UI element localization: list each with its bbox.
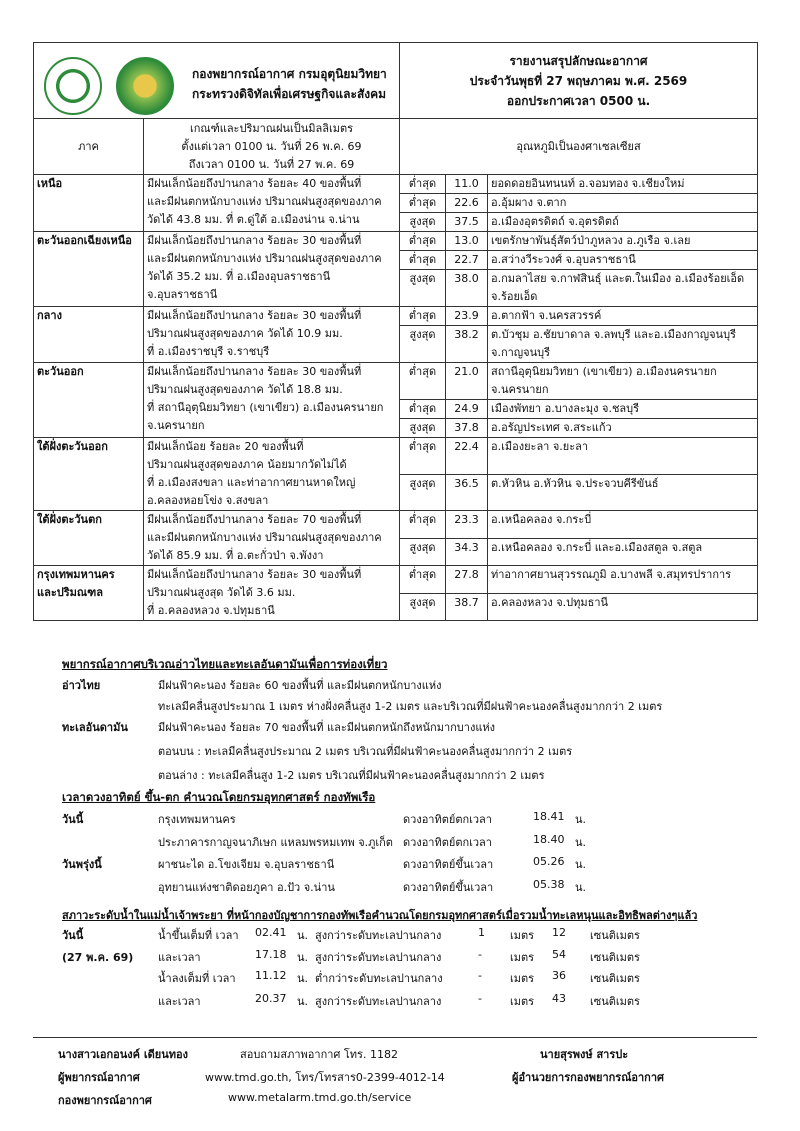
rain-line: ที่ สถานีอุตุนิยมวิทยา (เขาเขียว) อ.เมืองนครนายก [147, 401, 384, 414]
temp-label: ต่ำสุด [400, 363, 446, 400]
rain-line: ที่ อ.เมืองราชบุรี จ.ราชบุรี [147, 345, 270, 358]
tide-unit: น. [297, 995, 309, 1008]
andaman-label: ทะเลอันดามัน [62, 721, 128, 734]
tide-label: และเวลา [158, 995, 201, 1008]
region-row [34, 363, 758, 400]
temp-value: 36.5 [446, 474, 488, 511]
temp-label: ต่ำสุด [400, 511, 446, 539]
col-header-region: ภาค [34, 119, 144, 175]
rain-line: มีฝนเล็กน้อย ร้อยละ 20 ของพื้นที่ [147, 440, 304, 453]
tide-m: - [478, 969, 482, 982]
andaman-line-1: มีฝนฟ้าคะนอง ร้อยละ 70 ของพื้นที่ และมีฝนตกหนักถึงหนักมากบางแห่ง [158, 721, 496, 734]
region-name-cell [34, 566, 144, 621]
rain-line: มีฝนเล็กน้อยถึงปานกลาง ร้อยละ 30 ของพื้นที่ [147, 309, 362, 322]
tide-munit: เมตร [510, 972, 535, 985]
tide-unit: น. [297, 929, 309, 942]
sun-event: ดวงอาทิตย์ตกเวลา [403, 813, 492, 826]
tide-title: สภาวะระดับน้ำในแม่น้ำเจ้าพระยา ที่หน้ากองบัญชาการกองทัพเรือคำนวณโดยกรมอุทกศาสตร์เมื่อรวมน้ำทะเลหนุนและอิทธิพลต่างๆแล้ว [62, 909, 698, 922]
tide-cm: 12 [552, 926, 566, 939]
tide-unit: น. [297, 972, 309, 985]
service-link[interactable]: www.metalarm.tmd.go.th/service [228, 1091, 412, 1104]
tourism-title: พยากรณ์อากาศบริเวณอ่าวไทยและทะเลอันดามันเพื่อการท่องเที่ยว [62, 657, 388, 671]
sun-event: ดวงอาทิตย์ตกเวลา [403, 836, 492, 849]
rain-line: วัดได้ 35.2 มม. ที่ อ.เมืองอุบลราชธานี จ.อุบลราชธานี [147, 270, 331, 301]
tide-time: 02.41 [255, 926, 287, 939]
tide-day-label: วันนี้ [62, 929, 84, 942]
temp-value: 22.6 [446, 194, 488, 213]
sun-title: เวลาดวงอาทิตย์ ขึ้น-ตก คำนวณโดยกรมอุทกศาสตร์ กองทัพเรือ [62, 790, 376, 804]
sun-time: 05.38 [533, 878, 565, 891]
temp-place [488, 213, 758, 232]
temp-label: ต่ำสุด [400, 251, 446, 270]
sun-time: 05.26 [533, 855, 565, 868]
region-name-cell [34, 232, 144, 307]
rain-line: วัดได้ 85.9 มม. ที่ อ.ตะกั่วป่า จ.พังงา [147, 549, 324, 562]
temp-label: ต่ำสุด [400, 194, 446, 213]
region-row [34, 175, 758, 194]
region-rain-cell [144, 232, 400, 307]
rain-line: ที่ อ.เมืองสงขลา และท่าอากาศยานหาดใหญ่ [147, 476, 356, 489]
temp-place-line: อ.อุ้มผาง จ.ตาก [491, 196, 567, 209]
rain-line: และมีฝนตกหนักบางแห่ง ปริมาณฝนสูงสุดของภาค [147, 195, 382, 208]
sun-event: ดวงอาทิตย์ขึ้นเวลา [403, 858, 494, 871]
tide-munit: เมตร [510, 951, 535, 964]
region-name-cell [34, 438, 144, 511]
temp-place-line: เขตรักษาพันธุ์สัตว์ป่าภูหลวง อ.ภูเรือ จ.เลย [491, 234, 691, 247]
temp-label: ต่ำสุด [400, 232, 446, 251]
temp-place [488, 326, 758, 363]
temp-place [488, 511, 758, 539]
sun-unit: น. [575, 881, 587, 894]
tide-desc: สูงกว่าระดับทะเลปานกลาง [315, 929, 442, 942]
region-name: กรุงเทพมหานคร [37, 568, 115, 581]
org-header-cell [34, 43, 400, 119]
temp-value: 23.9 [446, 307, 488, 326]
rain-line: และมีฝนตกหนักบางแห่ง ปริมาณฝนสูงสุดของภาค [147, 252, 382, 265]
footer-divider [33, 1037, 757, 1038]
rain-line: จ.นครนายก [147, 419, 205, 432]
temp-place [488, 566, 758, 594]
left-signer-org: กองพยากรณ์อากาศ [58, 1094, 152, 1107]
temp-place [488, 400, 758, 419]
temp-value: 22.4 [446, 438, 488, 475]
region-name: กลาง [37, 309, 62, 322]
right-signer-role: ผู้อำนวยการกองพยากรณ์อากาศ [512, 1071, 665, 1084]
region-name-cell [34, 363, 144, 438]
region-name-2: และปริมณฑล [37, 586, 103, 599]
tide-time: 17.18 [255, 948, 287, 961]
temp-label: สูงสุด [400, 419, 446, 438]
temp-value: 13.0 [446, 232, 488, 251]
region-row [34, 307, 758, 326]
temp-label: ต่ำสุด [400, 307, 446, 326]
region-rain-cell [144, 511, 400, 566]
rain-line: มีฝนเล็กน้อยถึงปานกลาง ร้อยละ 30 ของพื้นที่ [147, 234, 362, 247]
temp-label: สูงสุด [400, 593, 446, 621]
sun-place: กรุงเทพมหานคร [158, 813, 236, 826]
region-name: ตะวันออก [37, 365, 84, 378]
temp-value: 37.5 [446, 213, 488, 232]
rain-line: มีฝนเล็กน้อยถึงปานกลาง ร้อยละ 30 ของพื้นที่ [147, 568, 362, 581]
temp-value: 38.7 [446, 593, 488, 621]
region-name: เหนือ [37, 177, 63, 190]
rain-line: วัดได้ 43.8 มม. ที่ ต.ดู่ใต้ อ.เมืองน่าน จ.น่าน [147, 213, 360, 226]
temp-place-line: ท่าอากาศยานสุวรรณภูมิ อ.บางพลี จ.สมุทรปราการ [491, 568, 732, 581]
temp-place [488, 175, 758, 194]
sun-unit: น. [575, 858, 587, 871]
rain-line: ที่ อ.คลองหลวง จ.ปทุมธานี [147, 604, 275, 617]
tide-cmunit: เซนติเมตร [590, 995, 640, 1008]
region-rain-cell [144, 307, 400, 363]
sun-unit: น. [575, 836, 587, 849]
temp-place [488, 593, 758, 621]
temp-place-line: อ.เมืองอุตรดิตถ์ จ.อุตรดิตถ์ [491, 215, 619, 228]
org-line-1: กองพยากรณ์อากาศ กรมอุตุนิยมวิทยา [192, 67, 387, 81]
temp-place [488, 474, 758, 511]
temp-place-line: ต.หัวหิน อ.หัวหิน จ.ประจวบคีรีขันธ์ [491, 476, 659, 490]
ministry-logo [116, 57, 174, 115]
org-line-2: กระทรวงดิจิทัลเพื่อเศรษฐกิจและสังคม [192, 87, 387, 101]
rain-header-to: ถึงเวลา 0100 น. วันที่ 27 พ.ค. 69 [188, 157, 355, 171]
gulf-line-1: มีฝนฟ้าคะนอง ร้อยละ 60 ของพื้นที่ และมีฝนตกหนักบางแห่ง [158, 679, 442, 692]
rain-header-from: ตั้งแต่เวลา 0100 น. วันที่ 26 พ.ค. 69 [181, 139, 362, 153]
temp-place-line-2: จ.ร้อยเอ็ด [491, 290, 538, 303]
temp-label: ต่ำสุด [400, 400, 446, 419]
tide-time: 11.12 [255, 969, 287, 982]
tide-cmunit: เซนติเมตร [590, 972, 640, 985]
temp-place-line: อ.เหนือคลอง จ.กระบี่ [491, 513, 592, 526]
gulf-label: อ่าวไทย [62, 679, 101, 692]
temp-place-line: อ.ตากฟ้า จ.นครสวรรค์ [491, 309, 602, 322]
temp-value: 37.8 [446, 419, 488, 438]
rain-line: อ.คลองหอยโข่ง จ.สงขลา [147, 494, 269, 507]
tide-day-date: (27 พ.ค. 69) [62, 951, 134, 964]
temp-value: 23.3 [446, 511, 488, 539]
col-header-temp: อุณหภูมิเป็นองศาเซลเซียส [400, 119, 758, 175]
temp-value: 38.0 [446, 270, 488, 307]
temp-label: ต่ำสุด [400, 175, 446, 194]
tide-desc: สูงกว่าระดับทะเลปานกลาง [315, 995, 442, 1008]
report-title: รายงานสรุปลักษณะอากาศ [509, 53, 648, 68]
temp-place [488, 438, 758, 475]
tide-cmunit: เซนติเมตร [590, 951, 640, 964]
temp-value: 11.0 [446, 175, 488, 194]
report-header-cell [400, 43, 758, 119]
region-row [34, 438, 758, 475]
rain-line: มีฝนเล็กน้อยถึงปานกลาง ร้อยละ 40 ของพื้นที่ [147, 177, 362, 190]
tide-label: น้ำขึ้นเต็มที่ เวลา [158, 929, 239, 942]
region-row [34, 566, 758, 594]
region-name-cell [34, 175, 144, 232]
temp-place-line: ต.บัวชุม อ.ชัยบาดาล จ.ลพบุรี และอ.เมืองกาญจนบุรี [491, 328, 736, 341]
temp-label: สูงสุด [400, 474, 446, 511]
col-header-rain [144, 119, 400, 175]
left-signer-name: นางสาวเอกอนงค์ เดียนทอง [58, 1048, 188, 1061]
temp-place-line: อ.กมลาไสย จ.กาฬสินธุ์ และต.ในเมือง อ.เมืองร้อยเอ็ด [491, 272, 745, 285]
region-rows [34, 175, 758, 621]
tmd-logo [44, 57, 102, 115]
tide-desc: สูงกว่าระดับทะเลปานกลาง [315, 951, 442, 964]
region-rain-cell [144, 363, 400, 438]
region-name: ใต้ฝั่งตะวันตก [37, 513, 102, 526]
temp-place [488, 307, 758, 326]
tide-time: 20.37 [255, 992, 287, 1005]
region-rain-cell [144, 566, 400, 621]
temp-label: ต่ำสุด [400, 438, 446, 475]
tide-cmunit: เซนติเมตร [590, 929, 640, 942]
temp-place-line: อ.สว่างวีระวงศ์ จ.อุบลราชธานี [491, 253, 636, 266]
temp-place-line: สถานีอุตุนิยมวิทยา (เขาเขียว) อ.เมืองนครนายก จ.นครนายก [491, 365, 717, 396]
rain-line: ปริมาณฝนสูงสุดของภาค น้อยมากวัดไม่ได้ [147, 458, 347, 471]
temp-place-line: อ.เมืองยะลา จ.ยะลา [491, 440, 589, 453]
region-rain-cell [144, 438, 400, 511]
rain-line: ปริมาณฝนสูงสุด วัดได้ 3.6 มม. [147, 586, 296, 599]
region-name-cell [34, 307, 144, 363]
left-signer-role: ผู้พยากรณ์อากาศ [58, 1071, 140, 1084]
region-name-cell [34, 511, 144, 566]
rain-line: ปริมาณฝนสูงสุดของภาค วัดได้ 18.8 มม. [147, 383, 343, 396]
temp-value: 34.3 [446, 538, 488, 566]
temp-place [488, 270, 758, 307]
region-name: ตะวันออกเฉียงเหนือ [37, 234, 132, 247]
temp-value: 27.8 [446, 566, 488, 594]
sun-tomorrow-label: วันพรุ่งนี้ [62, 858, 102, 871]
temp-value: 24.9 [446, 400, 488, 419]
temp-label: สูงสุด [400, 270, 446, 307]
sun-time: 18.41 [533, 810, 565, 823]
temp-place-line: อ.คลองหลวง จ.ปทุมธานี [491, 595, 609, 609]
temp-place-line-2: จ.กาญจนบุรี [491, 346, 551, 359]
temp-value: 22.7 [446, 251, 488, 270]
sun-place: อุทยานแห่งชาติดอยภูคา อ.ปัว จ.น่าน [158, 881, 335, 894]
rain-line: และมีฝนตกหนักบางแห่ง ปริมาณฝนสูงสุดของภาค [147, 531, 382, 544]
temp-place [488, 419, 758, 438]
temp-value: 38.2 [446, 326, 488, 363]
website-link[interactable]: www.tmd.go.th, โทร/โทรสาร0-2399-4012-14 [205, 1071, 445, 1084]
tide-munit: เมตร [510, 929, 535, 942]
region-rain-cell [144, 175, 400, 232]
temp-value: 21.0 [446, 363, 488, 400]
right-signer-name: นายสุรพงษ์ สารปะ [540, 1048, 629, 1061]
sun-unit: น. [575, 813, 587, 826]
temp-place [488, 251, 758, 270]
sun-time: 18.40 [533, 833, 565, 846]
temp-place-line: อ.อรัญประเทศ จ.สระแก้ว [491, 421, 612, 434]
weather-summary-table [33, 42, 758, 621]
region-name: ใต้ฝั่งตะวันออก [37, 440, 108, 453]
temp-place-line: อ.เหนือคลอง จ.กระบี่ และอ.เมืองสตูล จ.สตูล [491, 540, 703, 554]
andaman-line-3: ตอนล่าง : ทะเลมีคลื่นสูง 1-2 เมตร บริเวณที่มีฝนฟ้าคะนองคลื่นสูงมากกว่า 2 เมตร [158, 769, 545, 782]
tide-cm: 54 [552, 948, 566, 961]
tide-desc: ต่ำกว่าระดับทะเลปานกลาง [315, 972, 443, 985]
sun-today-label: วันนี้ [62, 813, 84, 826]
temp-label: ต่ำสุด [400, 566, 446, 594]
tide-munit: เมตร [510, 995, 535, 1008]
tide-m: 1 [478, 926, 485, 939]
temp-place [488, 538, 758, 566]
andaman-line-2: ตอนบน : ทะเลมีคลื่นสูงประมาณ 2 เมตร บริเวณที่มีฝนฟ้าคะนองคลื่นสูงมากกว่า 2 เมตร [158, 745, 573, 758]
region-row [34, 232, 758, 251]
rain-line: มีฝนเล็กน้อยถึงปานกลาง ร้อยละ 70 ของพื้นที่ [147, 513, 362, 526]
temp-label: สูงสุด [400, 538, 446, 566]
temp-place [488, 232, 758, 251]
temp-place-line: ยอดดอยอินทนนท์ อ.จอมทอง จ.เชียงใหม่ [491, 177, 685, 190]
report-date: ประจำวันพุธที่ 27 พฤษภาคม พ.ศ. 2569 [469, 73, 688, 88]
region-row [34, 511, 758, 539]
rain-line: มีฝนเล็กน้อยถึงปานกลาง ร้อยละ 30 ของพื้นที่ [147, 365, 362, 378]
sun-place: ประภาคารกาญจนาภิเษก แหลมพรหมเทพ จ.ภูเก็ต [158, 836, 393, 849]
rain-line: ปริมาณฝนสูงสุดของภาค วัดได้ 10.9 มม. [147, 327, 343, 340]
temp-label: สูงสุด [400, 213, 446, 232]
tide-cm: 43 [552, 992, 566, 1005]
hotline-text: สอบถามสภาพอากาศ โทร. 1182 [240, 1048, 398, 1061]
tide-m: - [478, 948, 482, 961]
tide-label: และเวลา [158, 951, 201, 964]
sun-event: ดวงอาทิตย์ขึ้นเวลา [403, 881, 494, 894]
temp-place-line: เมืองพัทยา อ.บางละมุง จ.ชลบุรี [491, 402, 640, 415]
tide-unit: น. [297, 951, 309, 964]
temp-label: สูงสุด [400, 326, 446, 363]
sun-place: ผาชนะได อ.โขงเจียม จ.อุบลราชธานี [158, 858, 335, 871]
tide-label: น้ำลงเต็มที่ เวลา [158, 972, 236, 985]
rain-header-title: เกณฑ์และปริมาณฝนเป็นมิลลิเมตร [189, 121, 354, 135]
temp-place [488, 363, 758, 400]
report-time: ออกประกาศเวลา 0500 น. [506, 93, 651, 108]
tide-m: - [478, 992, 482, 1005]
temp-place [488, 194, 758, 213]
tide-cm: 36 [552, 969, 566, 982]
gulf-line-2: ทะเลมีคลื่นสูงประมาณ 1 เมตร ห่างฝั่งคลื่นสูง 1-2 เมตร และบริเวณที่มีฝนฟ้าคะนองคลื่นสูงมากกว่า 2 เมตร [158, 700, 663, 713]
